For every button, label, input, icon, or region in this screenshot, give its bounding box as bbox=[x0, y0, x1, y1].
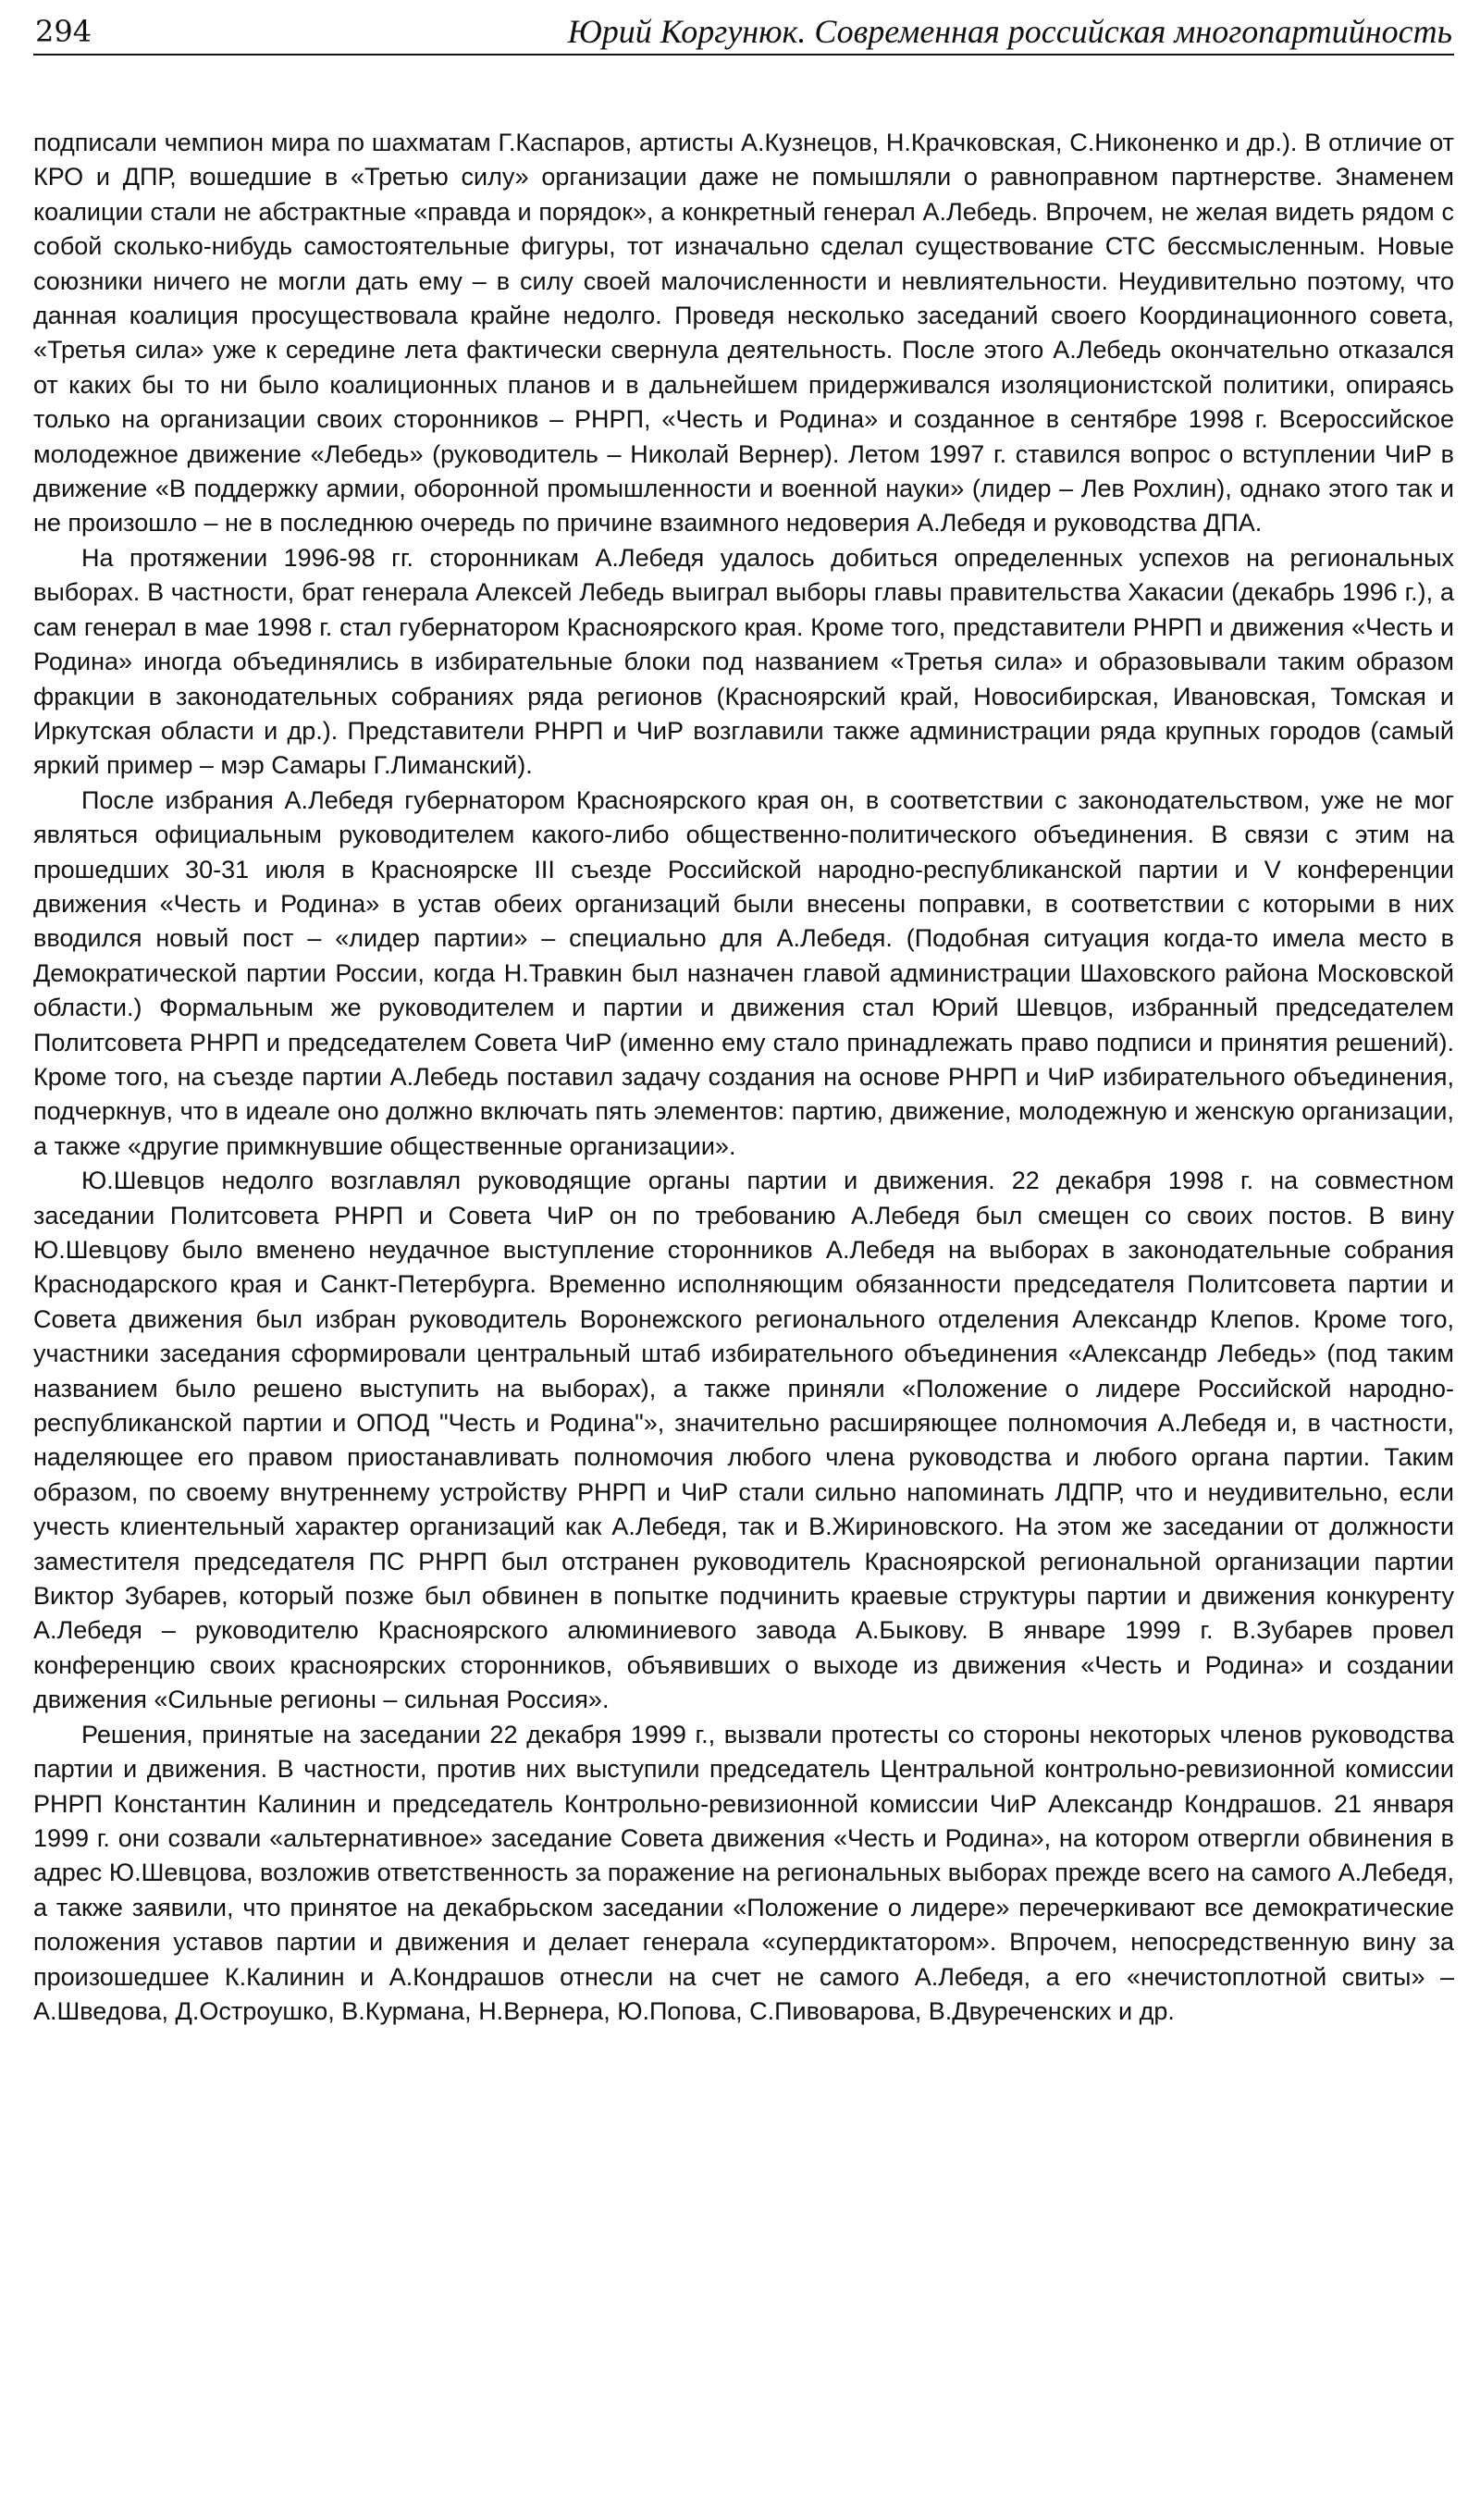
page-number: 294 bbox=[35, 14, 92, 49]
document-page bbox=[33, 0, 1454, 2520]
body-text bbox=[33, 126, 1454, 2029]
paragraph-2: На протяжении 1996-98 гг. сторонникам А.Лебедя удалось добиться определенных успехов на региональных выборах. В частности, брат генерала Алексей Лебедь выиграл выборы главы правительства Хакасии (декабрь 1996 г.), а сам генерал в мае 1998 г. стал губернатором Красноярского края. Кроме того, представители РНРП и движения «Честь и Родина» иногда объединялись в избирательные блоки под названием «Третья сила» и образовывали таким образом фракции в законодательных собраниях ряда регионов (Красноярский край, Новосибирская, Ивановская, Томская и Иркутская области и др.). Представители РНРП и ЧиР возглавили также администрации ряда крупных городов (самый яркий пример – мэр Самары Г.Лиманский). bbox=[33, 543, 1454, 780]
running-header bbox=[33, 9, 1454, 56]
running-title: Юрий Коргунюк. Современная российская многопартийность bbox=[567, 13, 1452, 50]
paragraph-4: Ю.Шевцов недолго возглавлял руководящие органы партии и движения. 22 декабря 1998 г. на совместном заседании Политсовета РНРП и Совета ЧиР он по требованию А.Лебедя был смещен со своих постов. В вину Ю.Шевцову было вменено неудачное выступление сторонников А.Лебедя на выборах в законодательные собрания Краснодарского края и Санкт-Петербурга. Временно исполняющим обязанности председателя Политсовета партии и Совета движения был избран руководитель Воронежского регионального отделения Александр Клепов. Кроме того, участники заседания сформировали центральный штаб избирательного объединения «Александр Лебедь» (под таким названием было решено выступить на выборах), а также приняли «Положение о лидере Российской народно-республиканской партии и ОПОД "Честь и Родина"», значительно расширяющее полномочия А.Лебедя и, в частности, наделяющее его правом приостанавливать полномочия любого члена руководства и любого органа партии. Таким образом, по своему внутреннему устройству РНРП и ЧиР стали сильно напоминать ЛДПР, что и неудивительно, если учесть клиентельный характер организаций как А.Лебедя, так и В.Жириновского. На этом же заседании от должности заместителя председателя ПС РНРП был отстранен руководитель Красноярской региональной организации партии Виктор Зубарев, который позже был обвинен в попытке подчинить краевые структуры партии и движения конкуренту А.Лебедя – руководителю Красноярского алюминиевого завода А.Быкову. В январе 1999 г. В.Зубарев провел конференцию своих красноярских сторонников, объявивших о выходе из движения «Честь и Родина» и создании движения «Сильные регионы – сильная Россия». bbox=[33, 1167, 1454, 1714]
paragraph-3: После избрания А.Лебедя губернатором Красноярского края он, в соответствии с законодательством, уже не мог являться официальным руководителем какого-либо общественно-политического объединения. В связи с этим на прошедших 30-31 июля в Красноярске III съезде Российской народно-республиканской партии и V конференции движения «Честь и Родина» в устав обеих организаций были внесены поправки, в соответствии с которыми в них вводился новый пост – «лидер партии» – специально для А.Лебедя. (Подобная ситуация когда-то имела место в Демократической партии России, когда Н.Травкин был назначен главой администрации Шаховского района Московской области.) Формальным же руководителем и партии и движения стал Юрий Шевцов, избранный председателем Политсовета РНРП и председателем Совета ЧиР (именно ему стало принадлежать право подписи и принятия решений). Кроме того, на съезде партии А.Лебедь поставил задачу создания на основе РНРП и ЧиР избирательного объединения, подчеркнув, что в идеале оно должно включать пять элементов: партию, движение, молодежную и женскую организации, а также «другие примкнувшие общественные организации». bbox=[33, 785, 1454, 1160]
paragraph-1: подписали чемпион мира по шахматам Г.Каспаров, артисты А.Кузнецов, Н.Крачковская, С.Никоненко и др.). В отличие от КРО и ДПР, вошедшие в «Третью силу» организации даже не помышляли о равноправном партнерстве. Знаменем коалиции стали не абстрактные «правда и порядок», а конкретный генерал А.Лебедь. Впрочем, не желая видеть рядом с собой сколько-нибудь самостоятельные фигуры, тот изначально сделал существование СТС бессмысленным. Новые союзники ничего не могли дать ему – в силу своей малочисленности и невлиятельности. Неудивительно поэтому, что данная коалиция просуществовала крайне недолго. Проведя несколько заседаний своего Координационного совета, «Третья сила» уже к середине лета фактически свернула деятельность. После этого А.Лебедь окончательно отказался от каких бы то ни было коалиционных планов и в дальнейшем придерживался изоляционистской политики, опираясь только на организации своих сторонников – РНРП, «Честь и Родина» и созданное в сентябре 1998 г. Всероссийское молодежное движение «Лебедь» (руководитель – Николай Вернер). Летом 1997 г. ставился вопрос о вступлении ЧиР в движение «В поддержку армии, оборонной промышленности и военной науки» (лидер – Лев Рохлин), однако этого так и не произошло – не в последнюю очередь по причине взаимного недоверия А.Лебедя и руководства ДПА. bbox=[33, 129, 1454, 537]
paragraph-5: Решения, принятые на заседании 22 декабря 1999 г., вызвали протесты со стороны некоторых членов руководства партии и движения. В частности, против них выступили председатель Центральной контрольно-ревизионной комиссии РНРП Константин Калинин и председатель Контрольно-ревизионной комиссии ЧиР Александр Кондрашов. 21 января 1999 г. они созвали «альтернативное» заседание Совета движения «Честь и Родина», на котором отвергли обвинения в адрес Ю.Шевцова, возложив ответственность за поражение на региональных выборах прежде всего на самого А.Лебедя, а также заявили, что принятое на декабрьском заседании «Положение о лидере» перечеркивают все демократические положения уставов партии и движения и делает генерала «супердиктатором». Впрочем, непосредственную вину за произошедшее К.Калинин и А.Кондрашов отнесли на счет не самого А.Лебедя, а его «нечистоплотной свиты» – А.Шведова, Д.Остроушко, В.Курмана, Н.Вернера, Ю.Попова, С.Пивоварова, В.Двуреченских и др. bbox=[33, 1720, 1454, 2025]
